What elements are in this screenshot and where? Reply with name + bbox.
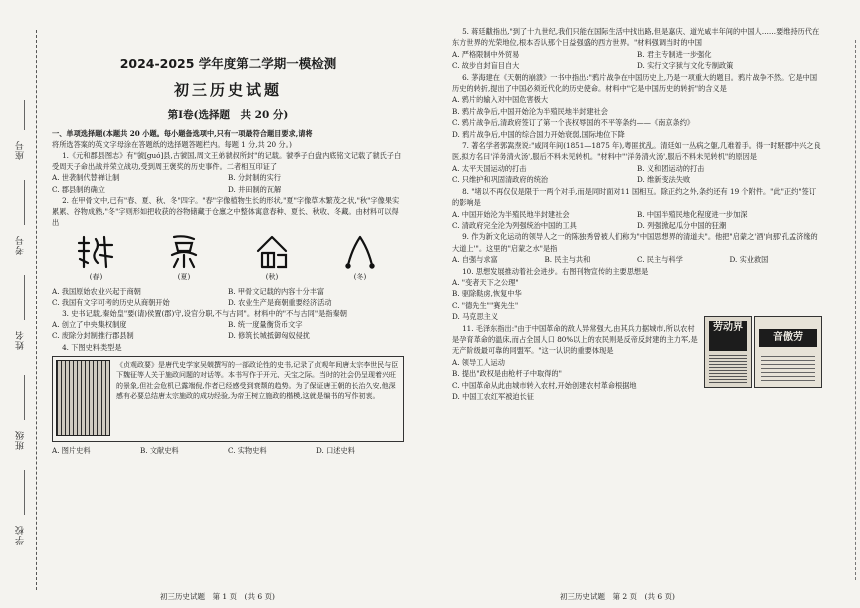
- question-stem: 11. 毛泽东指出:"由于中国革命的敌人异常强大,由其兵力据城市,所以农村是孕育革命的温床,而占全国人口 80%以上的农民则是反帝反封建的主力军,是无产阶级最可靠的同盟军。"这一认识的重要体现是: [452, 323, 698, 356]
- option-d: D. 马克思主义: [452, 312, 499, 322]
- option-c: C. 我国有文字可考的历史从商朝开始: [52, 297, 170, 307]
- option-d: D. 中国工农红军被迫长征: [452, 392, 534, 401]
- term-title: 2024-2025 学年度第二学期一模检测: [119, 56, 337, 71]
- option-d: D. 实业救国: [729, 255, 769, 265]
- option-c: C. 故步自封盲目自大: [452, 61, 520, 71]
- option-b: B. 文献史料: [140, 445, 179, 455]
- option-c: C. 只维护和巩固清政府的统治: [452, 175, 549, 185]
- glyph-caption: (春): [89, 273, 103, 282]
- periodical-title: 劳动界: [709, 321, 747, 351]
- oracle-spring-glyph: [76, 233, 116, 271]
- question-2: [52, 195, 404, 308]
- fold-line: [36, 30, 37, 590]
- glyph-caption: (夏): [177, 273, 191, 282]
- option-b: B. 君主专制进一步强化: [637, 49, 712, 59]
- option-b: B. 提出"政权是由枪杆子中取得的": [452, 369, 562, 379]
- class-label: 班级: [16, 430, 26, 450]
- binding-margin: [0, 0, 52, 608]
- oracle-summer-glyph: [164, 233, 204, 271]
- option-d: D. 实行文字狱与文化专制政策: [637, 61, 734, 71]
- question-stem: 4. 下图史料类型是: [62, 342, 122, 352]
- seat-label: 座号: [16, 140, 26, 160]
- question-10: [452, 266, 692, 323]
- option-b: B. 甲骨文记载的内容十分丰富: [228, 286, 325, 296]
- question-4: [52, 342, 404, 456]
- option-c: C. 民主与科学: [637, 255, 683, 265]
- option-c: C. 清政府完全沦为列强统治中国的工具: [452, 220, 577, 230]
- oracle-autumn-glyph: [252, 233, 292, 271]
- option-c: C. "德先生""赛先生": [452, 300, 519, 310]
- option-b: B. 鸦片战争后,中国开始沦为半殖民地半封建社会: [452, 106, 608, 116]
- periodical-images: [704, 316, 820, 386]
- oracle-glyphs: [52, 232, 404, 272]
- right-edge-line: [855, 40, 856, 580]
- option-b: B. 统一度量衡货币文字: [228, 320, 303, 330]
- periodical-cover-right: [754, 316, 822, 388]
- source-excerpt-box: [52, 356, 404, 442]
- question-stem: 9. 作为新文化运动的领导人之一的陈独秀曾被人们称为"中国思想界的清道夫"。他把"启蒙之'酒'向那'孔孟济缘的大道上'"。这里的"启蒙之水"是指: [452, 232, 818, 253]
- option-a: A. 中国开始沦为半殖民地半封建社会: [452, 209, 570, 219]
- question-stem: 8. "堵以不再仅仅是限于一两个对手,而是同时面对11 国相互。除正约之外,条约还有 19 个附件。"此"正约"签订的影响是: [452, 186, 817, 208]
- option-d: D. 口述史料: [316, 445, 355, 455]
- question-5: [452, 26, 822, 72]
- option-d: D. 井田制的瓦解: [228, 184, 282, 194]
- option-a: A. 严格限制中外贸易: [452, 49, 520, 59]
- exam-header: [52, 58, 404, 122]
- school-line: [24, 470, 25, 515]
- exam-no-label: 考号: [16, 235, 26, 255]
- question-stem: 5. 蒋廷黻指出,"到了十九世纪,我们只能在国际生活中找出路,但是嘉庆、道光咸丰年间的中国人……要维持历代在东方世界的光荣地位,根本否认那个日益强盛的西方世界。"材料强调当时的中国: [452, 27, 820, 48]
- oracle-winter-glyph: [340, 233, 380, 271]
- option-a: A. 我国原始农业兴起于商朝: [52, 286, 141, 296]
- periodical-cover-left: [704, 316, 752, 388]
- option-c: C. 废除分封制推行郡县制: [52, 331, 134, 341]
- option-a: A. 图片史料: [52, 445, 91, 455]
- exam-no-line: [24, 180, 25, 225]
- question-9: [452, 231, 822, 265]
- name-label: 姓名: [16, 330, 26, 350]
- page-one-footer: 初三历史试题 第 1 页 (共 6 页): [160, 592, 275, 601]
- source-excerpt-text: 《贞观政要》是唐代史学家吴兢撰写的一部政论性的史书,记录了贞观年间唐太宗李世民与臣下魏征等人关于施政问题的对话等。本书写作于开元、天宝之际。当时的社会仍呈现着兴旺的景象,但社会危机已露端倪,作者已经感受到衰颓的趋势。为了保证唐王朝的长治久安,他深感有必要总结唐太宗施政的成功经验,为帝王树立施政的楷模,这就是编书的写作初衷。: [116, 360, 399, 401]
- option-b: B. 分封制的实行: [228, 173, 281, 183]
- part-title: 第Ⅰ卷(选择题 共 20 分): [167, 109, 289, 122]
- periodical-text-lines: [761, 353, 815, 381]
- option-d: D. 鸦片战争后,中国的综合国力开始衰弱,国际地位下降: [452, 129, 625, 139]
- question-stem: 7. 著名学者郭嵩焘说:"咸同年间(1851—1875 年),粤匪扰乱。清廷如一丛病之躯,几难着手。得一时駓郡中兴之良医,拟方名曰'洋务清火汤',服后不料未见转机。"材料中"'洋务清火汤',服后不料未见转机"的原因是: [452, 141, 821, 162]
- seat-line: [24, 100, 25, 130]
- option-a: A. 太平天国运动的打击: [452, 163, 527, 173]
- periodical-text-lines: [709, 355, 747, 383]
- section-heading-cont: 将所选答案的英文字母涂在答题纸的选择题答题栏内。每题 1 分,共 20 分。): [52, 139, 292, 149]
- question-stem: 6. 茅海建在《天朝的崩溃》一书中指出:"鸦片战争在中国历史上,乃是一项重大的题目。鸦片战争不然。它是中国历史的转折,提出了中国必须近代化的历史使命。材料中"它是中国历史的转折"的含义是: [452, 72, 818, 94]
- name-line: [24, 275, 25, 320]
- option-a: A. 创立了中央集权制度: [52, 320, 127, 330]
- option-a: A. 领导工人运动: [452, 357, 505, 367]
- option-b: B. 义和团运动的打击: [637, 163, 705, 173]
- question-6: [452, 72, 822, 140]
- class-line: [24, 375, 25, 420]
- periodical-title: 音傲劳: [759, 329, 817, 347]
- option-d: D. 农业生产是商朝重要经济活动: [228, 297, 332, 307]
- ancient-book-image: [56, 360, 110, 436]
- option-b: B. 中国半殖民地化程度进一步加深: [637, 209, 748, 219]
- school-label: 学校: [16, 525, 26, 545]
- option-a: A. "变者天下之公理": [452, 277, 519, 287]
- question-stem: 3. 史书记载,秦始皇"要(请)侯置(郡)守,设官分职,不与古同"。材料中的"不与古同"是指秦朝: [62, 309, 347, 319]
- question-stem: 2. 在甲骨文中,已有"春、夏、秋、冬"四字。"春"字像植物生长的形状,"夏"字像草木繁茂之状,"秋"字像果实累累、谷物成熟,"冬"字则形如把收获的谷物储藏于仓廪之中整体寓意春种、夏长、秋收、冬藏。由材料可以得出: [52, 195, 400, 228]
- option-a: A. 世袭制代替禅让制: [52, 173, 120, 183]
- question-8: [452, 186, 822, 232]
- option-b: B. 民主与共和: [544, 255, 591, 265]
- page-one: [52, 56, 404, 604]
- page-two-footer: 初三历史试题 第 2 页 (共 6 页): [560, 592, 675, 601]
- glyph-caption: (秋): [265, 273, 279, 282]
- option-d: D. 修筑长城抵御匈奴侵扰: [228, 331, 310, 341]
- glyph-caption: (冬): [353, 273, 367, 282]
- question-3: [52, 308, 404, 342]
- section-heading: 一、单项选择题(本题共 20 小题。每小题备选项中,只有一项最符合题目要求,请将: [52, 128, 313, 138]
- option-d: D. 列强掀起瓜分中国的狂潮: [637, 220, 727, 230]
- option-a: A. 鸦片的输入对中国危害极大: [452, 95, 549, 105]
- page-two: [452, 26, 822, 604]
- option-b: B. 驱除鞑虏,恢复中华: [452, 289, 522, 299]
- question-stem: 1.《元和郡县图志》有"虢[guó]县,古虢国,周文王弟虢叔所封"的记载。虢季子白盘内底铭文记载了虢氏子白受周天子命出战并荣立战功,受到周王褒奖的历史事件。二者相互印证了: [52, 151, 402, 172]
- option-a: A. 自强与求富: [452, 255, 498, 265]
- question-1: [52, 150, 404, 195]
- question-7: [452, 140, 822, 186]
- page-title: 初三历史试题: [173, 81, 282, 100]
- option-c: C. 郡县制的确立: [52, 184, 105, 194]
- question-stem: 10. 思想发展推动着社会进步。右图刊物宣传的主要思想是: [462, 266, 649, 276]
- option-c: C. 中国革命从此由城市转入农村,开始创建农村革命根据地: [452, 380, 637, 390]
- option-d: D. 维新变法失败: [637, 175, 691, 185]
- option-c: C. 实物史料: [228, 445, 267, 455]
- option-c: C. 鸦片战争后,清政府签订了第一个丧权辱国的不平等条约——《南京条约》: [452, 118, 695, 128]
